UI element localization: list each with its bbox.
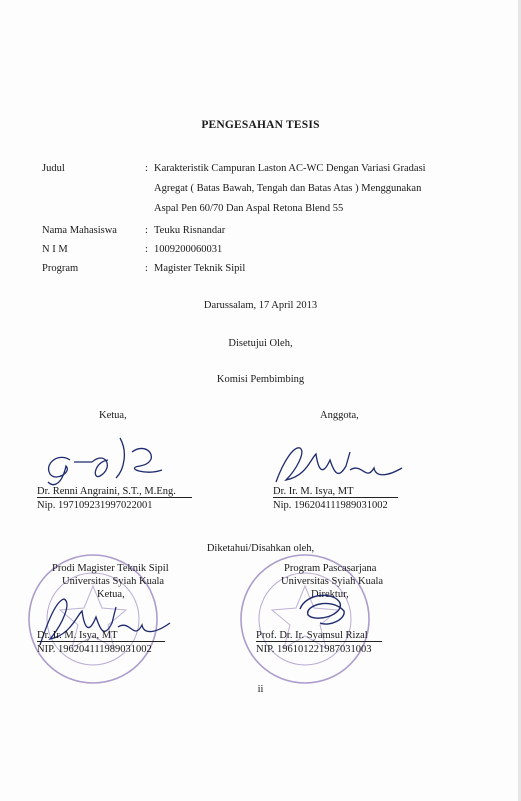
authority-unit-left-line1: Prodi Magister Teknik Sipil <box>52 563 169 574</box>
authority-unit-left-line2: Universitas Syiah Kuala <box>62 576 165 587</box>
advisor-role-chair: Ketua, <box>99 410 127 421</box>
signature-director <box>286 583 366 633</box>
authority-nip-left: NIP. 196204111989031002 <box>37 644 152 655</box>
place-date: Darussalam, 17 April 2013 <box>203 300 318 311</box>
authority-unit-right-line2: Universitas Syiah Kuala <box>281 576 384 587</box>
label-nim: N I M <box>42 244 68 255</box>
committee-label: Komisi Pembimbing <box>216 374 305 385</box>
known-by-label: Diketahui/Disahkan oleh, <box>206 543 315 554</box>
value-judul-line3: Aspal Pen 60/70 Dan Aspal Retona Blend 55 <box>154 203 344 214</box>
value-judul-line1: Karakteristik Campuran Laston AC-WC Dengan Variasi Gradasi <box>154 163 426 174</box>
advisor-name-chair: Dr. Renni Angraini, S.T., M.Eng. <box>37 486 176 497</box>
authority-role-right: Direktur, <box>311 589 349 600</box>
value-nim: 1009200060031 <box>154 244 223 255</box>
label-program: Program <box>42 263 79 274</box>
authority-name-right: Prof. Dr. Ir. Syamsul Rizal <box>256 630 368 641</box>
authority-unit-right-line1: Program Pascasarjana <box>284 563 377 574</box>
approved-by-label: Disetujui Oleh, <box>228 338 293 349</box>
colon: : <box>145 263 148 274</box>
page-number: ii <box>257 684 264 695</box>
authority-nip-right: NIP. 196101221987031003 <box>256 644 372 655</box>
value-nama-mahasiswa: Teuku Risnandar <box>154 225 226 236</box>
signature-member <box>266 430 411 490</box>
value-program: Magister Teknik Sipil <box>154 263 246 274</box>
label-judul: Judul <box>42 163 65 174</box>
authority-role-left: Ketua, <box>97 589 125 600</box>
page-title: PENGESAHAN TESIS <box>201 119 320 131</box>
authority-name-left: Dr. Ir. M. Isya, MT <box>37 630 118 641</box>
colon: : <box>145 244 148 255</box>
advisor-nip-member: Nip. 196204111989031002 <box>273 500 388 511</box>
advisor-name-member: Dr. Ir. M. Isya, MT <box>273 486 354 497</box>
colon: : <box>145 225 148 236</box>
advisor-role-member: Anggota, <box>320 410 359 421</box>
colon: : <box>145 163 148 174</box>
signature-chair <box>36 422 186 490</box>
advisor-nip-chair: Nip. 197109231997022001 <box>37 500 153 511</box>
value-judul-line2: Agregat ( Batas Bawah, Tengah dan Batas Atas ) Menggunakan <box>154 183 422 194</box>
label-nama-mahasiswa: Nama Mahasiswa <box>42 225 117 236</box>
